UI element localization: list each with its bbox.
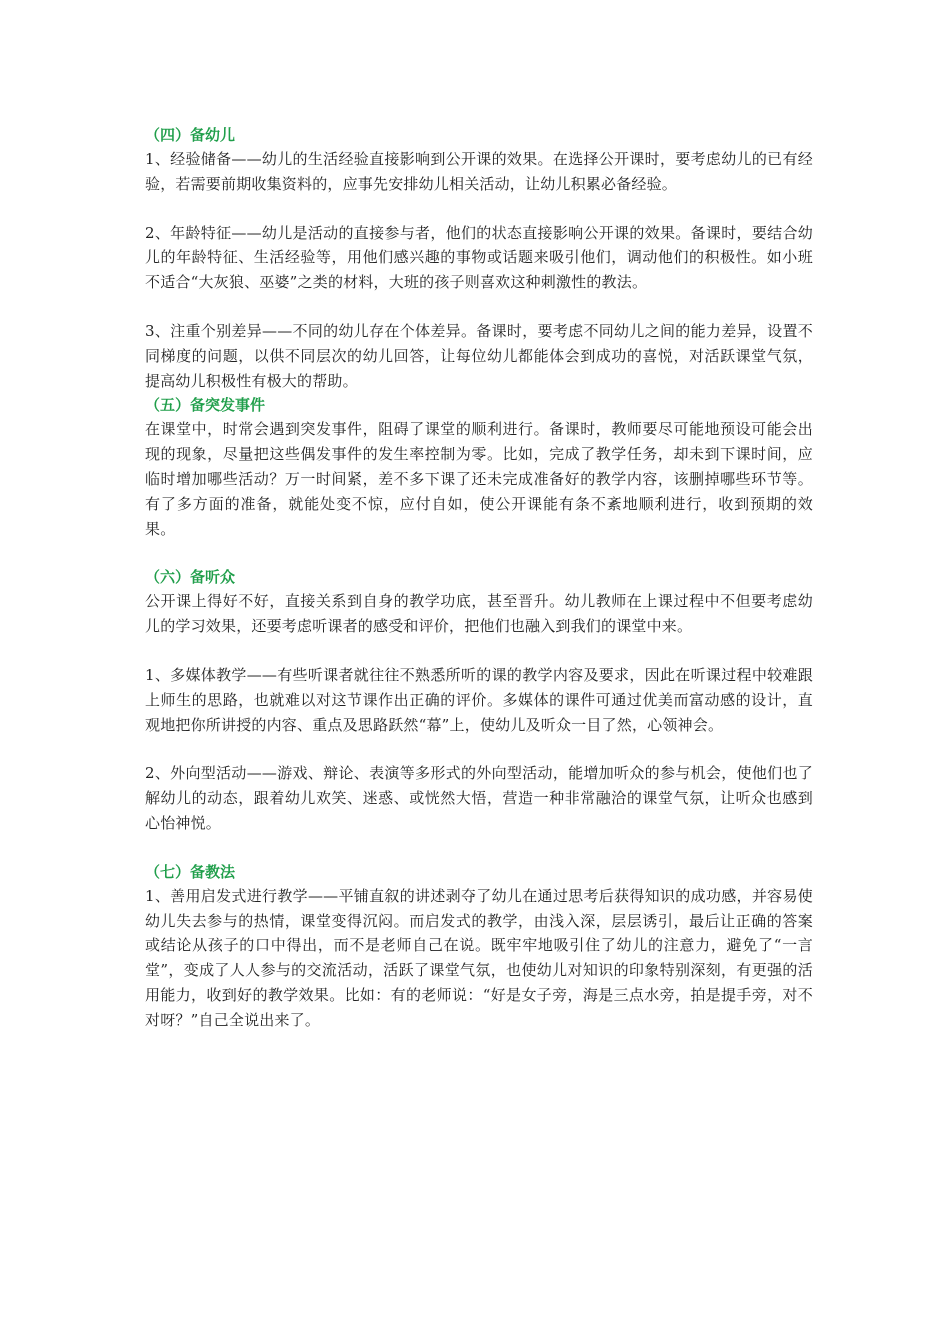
section-7-paragraph-1: 1、善用启发式进行教学——平铺直叙的讲述剥夺了幼儿在通过思考后获得知识的成功感，并容易使幼儿失去参与的热情，课堂变得沉闷。而启发式的教学，由浅入深，层层诱引，最后让正确的答案或结论从孩子的口中得出，而不是老师自己在说。既牢牢地吸引住了幼儿的注意力，避免了“一言堂”，变成了人人参与的交流活动，活跃了课堂气氛，也使幼儿对知识的印象特别深刻，有更强的活用能力，收到好的教学效果。比如：有的老师说：“好是女子旁，海是三点水旁，拍是提手旁，对不对呀？”自己全说出来了。: [145, 886, 813, 1029]
section-4-paragraph-1: 1、经验储备——幼儿的生活经验直接影响到公开课的效果。在选择公开课时，要考虑幼儿的已有经验，若需要前期收集资料的，应事先安排幼儿相关活动，让幼儿积累必备经验。: [145, 150, 813, 193]
section-5-paragraph-1: 在课堂中，时常会遇到突发事件，阻碍了课堂的顺利进行。备课时，教师要尽可能地预设可能会出现的现象，尽量把这些偶发事件的发生率控制为零。比如，完成了教学任务，却未到下课时间，应临时增加哪些活动？万一时间紧，差不多下课了还未完成准备好的教学内容，该删掉哪些环节等。有了多方面的准备，就能处变不惊，应付自如，使公开课能有条不紊地顺利进行，收到预期的效果。: [145, 420, 813, 538]
section-heading-6: （六）备听众: [145, 568, 236, 587]
section-4-paragraph-3: 3、注重个别差异——不同的幼儿存在个体差异。备课时，要考虑不同幼儿之间的能力差异，设置不同梯度的问题，以供不同层次的幼儿回答，让每位幼儿都能体会到成功的喜悦，对活跃课堂气氛，提高幼儿积极性有极大的帮助。: [145, 321, 813, 390]
section-6-paragraph-1: 公开课上得好不好，直接关系到自身的教学功底，甚至晋升。幼儿教师在上课过程中不但要考虑幼儿的学习效果，还要考虑听课者的感受和评价，把他们也融入到我们的课堂中来。: [145, 592, 813, 636]
section-heading-7: （七）备教法: [145, 862, 236, 881]
section-6-paragraph-3: 2、外向型活动——游戏、辩论、表演等多形式的外向型活动，能增加听众的参与机会，使他们也了解幼儿的动态，跟着幼儿欢笑、迷惑、或恍然大悟，营造一种非常融洽的课堂气氛，让听众也感到心怡神悦。: [145, 764, 813, 832]
section-heading-4: （四）备幼儿: [145, 126, 236, 144]
section-heading-5: （五）备突发事件: [145, 396, 266, 415]
section-6-paragraph-2: 1、多媒体教学——有些听课者就往往不熟悉所听的课的教学内容及要求，因此在听课过程中较难跟上师生的思路，也就难以对这节课作出正确的评价。多媒体的课件可通过优美而富动感的设计，直观地把你所讲授的内容、重点及思路跃然“幕”上，使幼儿及听众一目了然，心领神会。: [145, 665, 813, 734]
section-4-paragraph-2: 2、年龄特征——幼儿是活动的直接参与者，他们的状态直接影响公开课的效果。备课时，要结合幼儿的年龄特征、生活经验等，用他们感兴趣的事物或话题来吸引他们，调动他们的积极性。如小班不适合“大灰狼、巫婆”之类的材料，大班的孩子则喜欢这种刺激性的教法。: [145, 223, 813, 292]
document-body: [145, 123, 813, 1033]
